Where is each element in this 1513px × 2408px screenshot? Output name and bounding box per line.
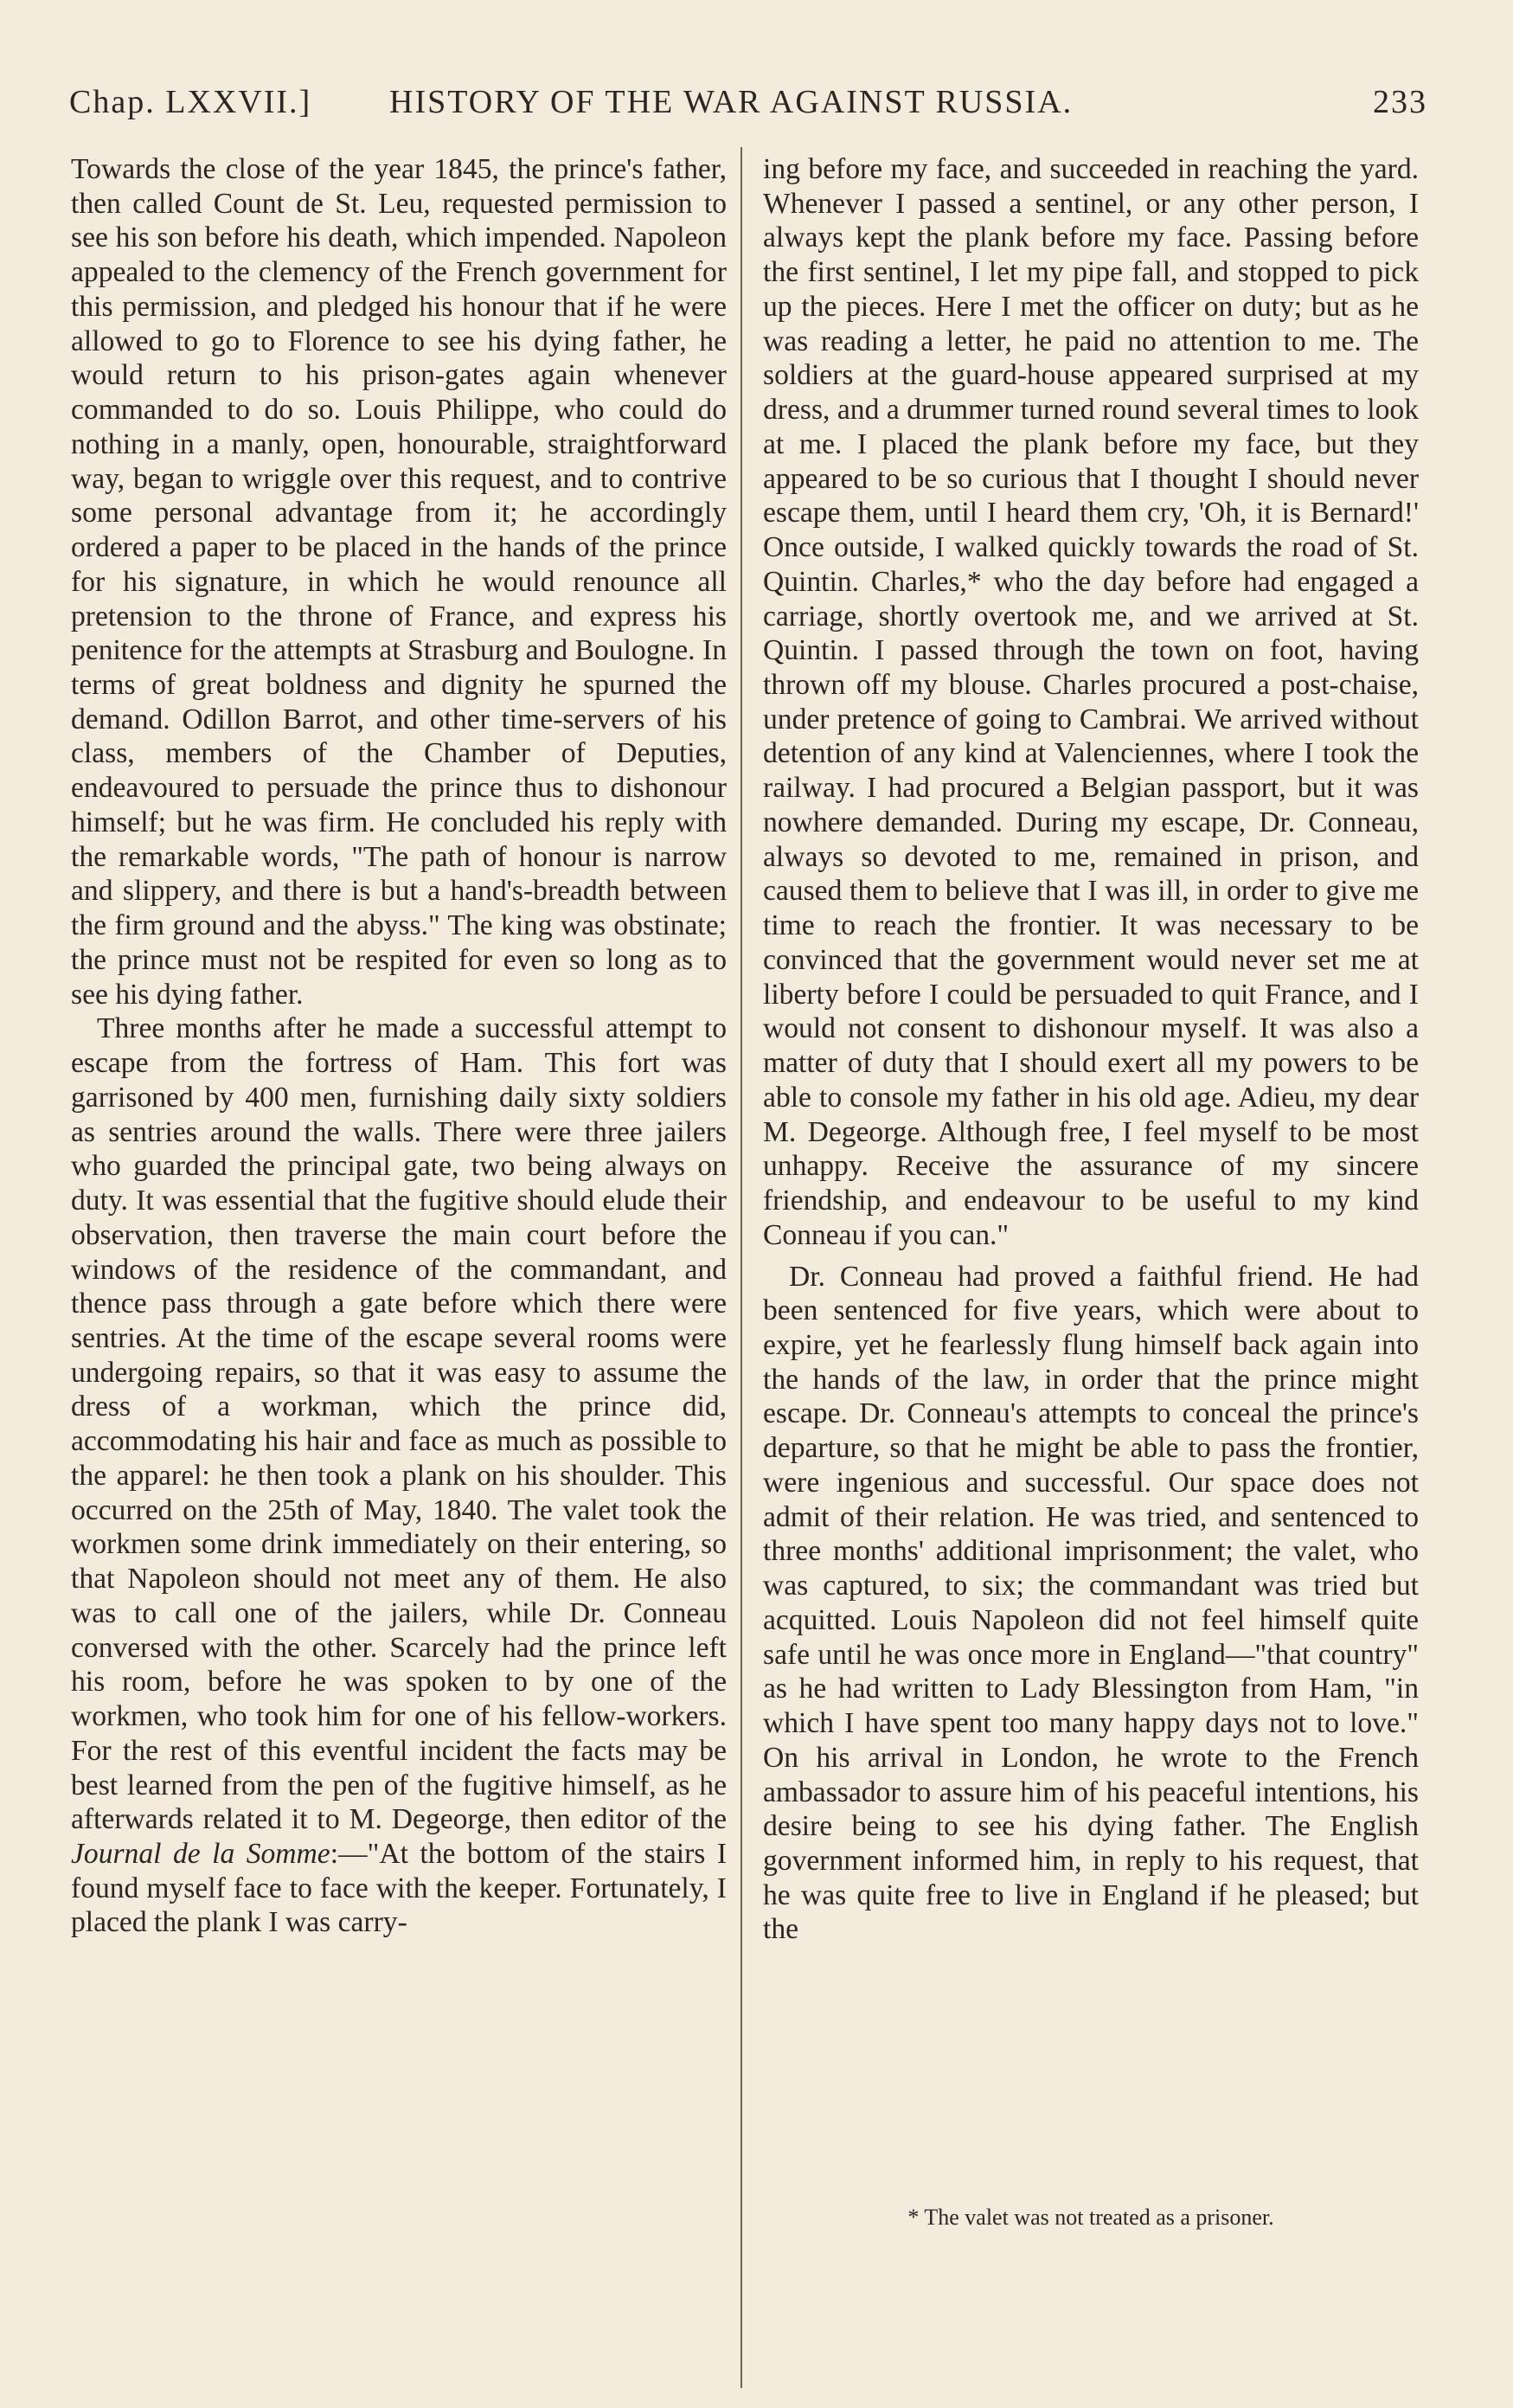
escape-text-end: :—"At the bottom of the stairs I found myself face to face with the keeper. Fortunately, I placed the plank I was carry- <box>71 1837 728 1939</box>
chapter-label: Chap. LXXVII.] <box>69 84 312 120</box>
journal-title: Journal de la Somme <box>71 1837 330 1870</box>
paragraph-escape-from-ham <box>71 1011 727 1940</box>
running-title: HISTORY OF THE WAR AGAINST RUSSIA. <box>389 84 1074 120</box>
paragraph-letter-continued: ing before my face, and succeeded in reaching the yard. Whenever I passed a sentinel, or any other person, I always kept the plank before my face. Passing before the first sentinel, I let my pipe fall, and stopped to pick up the pieces. Here I met the officer on duty; but as he was reading a letter, he paid no attention to me. The soldiers at the guard-house appeared surprised at my dress, and a drummer turned round several times to look at me. I placed the plank before my face, but they appeared to be so curious that I thought I should never escape them, until I heard them cry, 'Oh, it is Bernard!' Once outside, I walked quickly towards the road of St. Quintin. Charles,* who the day before had engaged a carriage, shortly overtook me, and we arrived at St. Quintin. I passed through the town on foot, having thrown off my blouse. Charles procured a post-chaise, under pretence of going to Cambrai. We arrived without detention of any kind at Valenciennes, where I took the railway. I had procured a Belgian passport, but it was nowhere demanded. During my escape, Dr. Conneau, always so devoted to me, remained in prison, and caused them to believe that I was ill, in order to give me time to reach the frontier. It was necessary to be convinced that the government would never set me at liberty before I could be persuaded to quit France, and I would not consent to dishonour myself. It was also a matter of duty that I should exert all my powers to be able to console my father in his old age. Adieu, my dear M. Degeorge. Although free, I feel myself to be most unhappy. Receive the assurance of my sincere friendship, and endeavour to be useful to my kind Conneau if you can." <box>763 153 1419 1251</box>
page-number: 233 <box>1373 84 1427 120</box>
left-column <box>71 152 727 1940</box>
paragraph-dr-conneau: Dr. Conneau had proved a faithful friend. He had been sentenced for five years, which were about to expire, yet he fearlessly flung himself back again into the hands of the law, in order that the prince might escape. Dr. Conneau's attempts to conceal the prince's departure, so that he might be able to pass the frontier, were ingenious and successful. Our space does not admit of their relation. He was tried, and sentenced to three months' additional imprisonment; the valet, who was captured, to six; the commandant was tried but acquitted. Louis Napoleon did not feel himself quite safe until he was once more in England—"that country" as he had written to Lady Blessington from Ham, "in which I have spent too many happy days not to love." On his arrival in London, he wrote to the French ambassador to assure him of his peaceful intentions, his desire being to see his dying father. The English government informed him, in reply to his request, that he was quite free to live in England if he pleased; but the <box>763 1260 1419 1946</box>
column-divider <box>740 147 742 2388</box>
right-column <box>763 152 1419 1947</box>
paragraph-count-de-st-leu: Towards the close of the year 1845, the prince's father, then called Count de St. Leu, requested permission to see his son before his death, which impended. Napoleon appealed to the clemency of the French government for this permission, and pledged his honour that if he were allowed to go to Florence to see his dying father, he would return to his prison-gates again whenever commanded to do so. Louis Philippe, who could do nothing in a manly, open, honourable, straightforward way, began to wriggle over this request, and to contrive some personal advantage from it; he accordingly ordered a paper to be placed in the hands of the prince for his signature, in which he would renounce all pretension to the throne of France, and express his penitence for the attempts at Strasburg and Boulogne. In terms of great boldness and dignity he spurned the demand. Odillon Barrot, and other time-servers of his class, members of the Chamber of Deputies, endeavoured to persuade the prince thus to dishonour himself; but he was firm. He concluded his reply with the remarkable words, "The path of honour is narrow and slippery, and there is but a hand's-breadth between the firm ground and the abyss." The king was obstinate; the prince must not be respited for even so long as to see his dying father. <box>71 153 727 1011</box>
running-header <box>69 83 1427 135</box>
footnote: * The valet was not treated as a prisoner. <box>907 2205 1274 2230</box>
escape-text-start: Three months after he made a successful attempt to escape from the fortress of Ham. This fort was garrisoned by 400 men, furnishing daily sixty soldiers as sentries around the walls. There were three jailers who guarded the principal gate, two being always on duty. It was essential that the fugitive should elude their observation, then traverse the main court before the windows of the residence of the commandant, and thence pass through a gate before which there were sentries. At the time of the escape several rooms were undergoing repairs, so that it was easy to assume the dress of a workman, which the prince did, accommodating his hair and face as much as possible to the apparel: he then took a plank on his shoulder. This occurred on the 25th of May, 1840. The valet took the workmen some drink immediately on their entering, so that Napoleon should not meet any of them. He also was to call one of the jailers, while Dr. Conneau conversed with the other. Scarcely had the prince left his room, before he was spoken to by one of the workmen, who took him for one of his fellow-workers. For the rest of this eventful incident the facts may be best learned from the pen of the fugitive himself, as he afterwards related it to M. Degeorge, then editor of the <box>71 1012 727 1836</box>
